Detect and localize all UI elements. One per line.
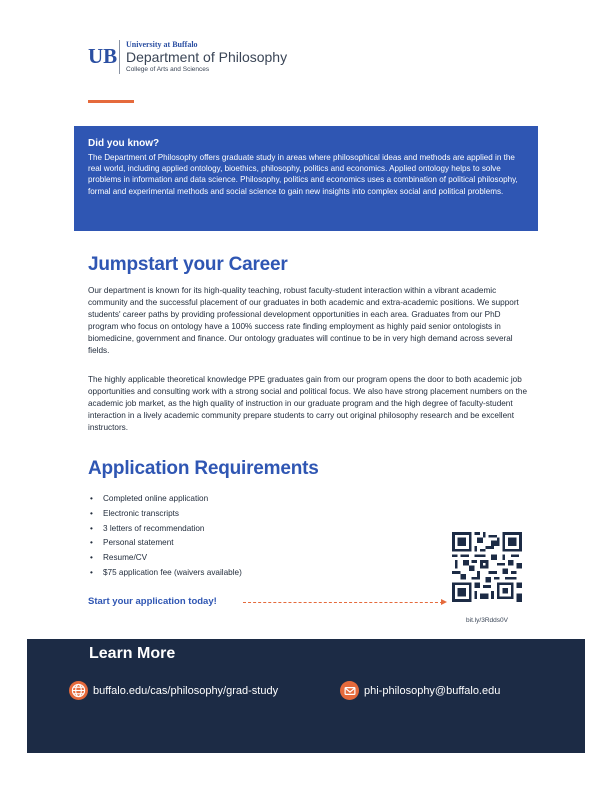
logo-text	[126, 40, 287, 74]
career-paragraph-2: The highly applicable theoretical knowledge PPE graduates gain from our program opens the door to both academic job opportunities and consulting work with a strong social and political focus. We also have strong placement numbers on the academic job market, as the high quality of instruction in our graduate program and the high degree of faculty-student interaction in a lively academic community prepare students to carry out original philosophy research and be excellent instructors.	[88, 375, 528, 432]
list-item: • Resume/CV	[88, 551, 242, 566]
svg-text:UB: UB	[88, 44, 118, 68]
list-item: • 3 letters of recommendation	[88, 522, 242, 537]
ub-logo-icon	[88, 44, 118, 68]
globe-icon	[69, 681, 88, 700]
department-name: Department of Philosophy	[126, 49, 288, 65]
list-item: • Electronic transcripts	[88, 507, 242, 522]
website-link[interactable]	[69, 681, 278, 700]
logo-divider	[119, 40, 120, 74]
list-item: • Completed online application	[88, 492, 242, 507]
envelope-icon	[340, 681, 359, 700]
callout-title: Did you know?	[88, 138, 160, 149]
footer	[27, 639, 585, 753]
career-heading: Jumpstart your Career	[88, 254, 288, 275]
list-item: • Personal statement	[88, 536, 242, 551]
qr-code-icon[interactable]	[452, 532, 522, 602]
email-address[interactable]: phi-philosophy@buffalo.edu	[364, 684, 501, 697]
footer-title: Learn More	[89, 645, 176, 662]
did-you-know-callout	[74, 126, 538, 231]
career-paragraph-1: Our department is known for its high-quality teaching, robust faculty-student interaction within a vibrant academic community and the successful placement of our graduates in both academic and extra-academic positions. We support students' career paths by providing professional development opportunities in each area. Graduates from our PhD program who focus on ontology have a 100% success rate finding employment as highly paid senior ontologists in biomedicine, government and finance. Our ontology graduates will continue to be in very high demand across several fields.	[88, 286, 519, 355]
arrow-right-icon	[441, 599, 447, 605]
university-name: University at Buffalo	[126, 40, 198, 49]
list-item: • $75 application fee (waivers available)	[88, 566, 242, 581]
cta-dashed-line	[243, 602, 443, 603]
start-application-link[interactable]: Start your application today!	[88, 596, 217, 607]
university-logo	[88, 40, 287, 74]
qr-caption: bit.ly/3Rdds0V	[466, 617, 508, 624]
email-link[interactable]	[340, 681, 500, 700]
accent-divider	[88, 100, 134, 103]
college-name: College of Arts and Sciences	[126, 66, 210, 73]
callout-body: The Department of Philosophy offers graduate study in areas where philosophical ideas and methods are applied in the real world, including applied ontology, bioethics, philosophy, politics and economics. Applied ontology helps to solve problems in information and data science. Philosophy, politics and economics uses a combination of political philosophy, formal and experimental methods and social science to gain new insights into complex social and political problems.	[88, 153, 518, 196]
requirements-list	[88, 492, 242, 581]
application-heading: Application Requirements	[88, 458, 319, 479]
website-url[interactable]: buffalo.edu/cas/philosophy/grad-study	[93, 684, 279, 697]
